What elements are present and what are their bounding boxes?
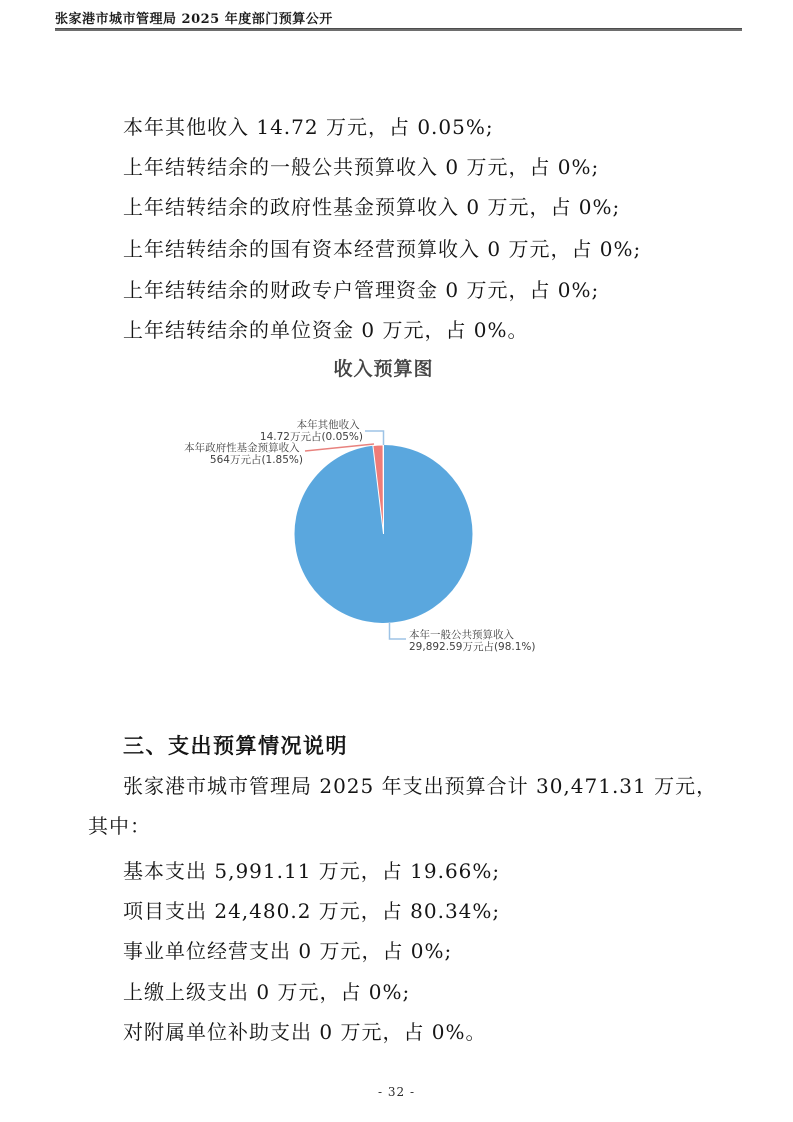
- income-line: 上年结转结余的政府性基金预算收入 0 万元，占 0%;: [123, 195, 621, 219]
- expense-line: 事业单位经营支出 0 万元，占 0%;: [123, 939, 453, 963]
- expense-line: 上缴上级支出 0 万元，占 0%;: [123, 980, 411, 1004]
- pie-label-other-income: 本年其他收入 14.72万元占(0.05%): [259, 419, 363, 443]
- expense-line: 对附属单位补助支出 0 万元，占 0%。: [123, 1020, 487, 1044]
- chart-title: 收入预算图: [333, 358, 434, 380]
- income-line: 上年结转结余的单位资金 0 万元，占 0%。: [123, 318, 529, 342]
- income-line: 上年结转结余的国有资本经营预算收入 0 万元，占 0%;: [123, 237, 642, 261]
- header-rule: [55, 28, 742, 31]
- income-line: 本年其他收入 14.72 万元，占 0.05%;: [123, 115, 494, 139]
- expense-intro-line: 张家港市城市管理局 2025 年支出预算合计 30,471.31 万元，: [123, 774, 718, 798]
- expense-intro-continuation: 其中：: [88, 814, 151, 838]
- income-line: 上年结转结余的财政专户管理资金 0 万元，占 0%;: [123, 278, 600, 302]
- pie-label-government-fund: 本年政府性基金预算收入 564万元占(1.85%): [184, 442, 303, 466]
- expense-section-heading: 三、支出预算情况说明: [123, 733, 348, 758]
- page-number: - 32 -: [377, 1085, 415, 1099]
- income-pie-chart: [180, 398, 600, 668]
- expense-line: 基本支出 5,991.11 万元，占 19.66%;: [123, 859, 501, 883]
- pie-label-general-public-budget: 本年一般公共预算收入 29,892.59万元占(98.1%): [409, 629, 536, 653]
- leader-line-general-public-budget: [390, 622, 407, 639]
- leader-line-other-income: [365, 431, 384, 445]
- income-line: 上年结转结余的一般公共预算收入 0 万元，占 0%;: [123, 155, 600, 179]
- expense-line: 项目支出 24,480.2 万元，占 80.34%;: [123, 899, 501, 923]
- page-header-title: 张家港市城市管理局 2025 年度部门预算公开: [55, 12, 333, 27]
